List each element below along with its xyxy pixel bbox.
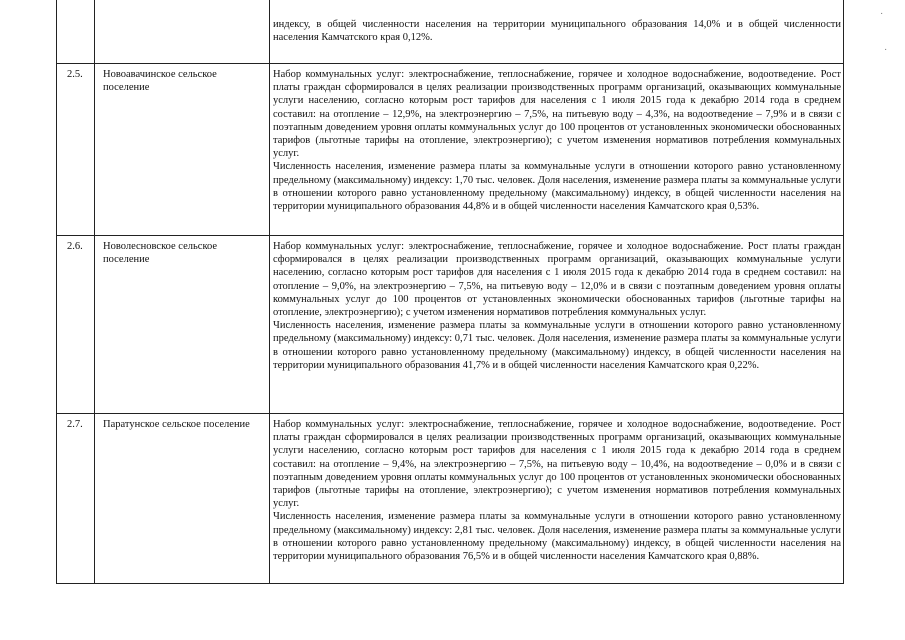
settlement-name: Паратунское сельское поселение [103,419,250,430]
description-text [273,418,841,563]
description-paragraph: Численность населения, изменение размера платы за коммунальные услуги в отношении которого равно установленному предельному (максимальному) индексу: 0,71 тыс. человек. Доля населения, изменение размера платы за коммунальные услуги в отношении которого равно установленному предельному (максимальному) индексу, в общей численности населения на территории муниципального образования 41,7% и в общей численности населения Камчатского края 0,22%. [273,320,841,371]
settlement-name: Новоавачинское сельское поселение [103,69,217,93]
scan-speck-mark: · [880,8,884,19]
table-row [57,236,843,414]
description-paragraph: Численность населения, изменение размера платы за коммунальные услуги в отношении которого равно установленному предельному (максимальному) индексу: 1,70 тыс. человек. Доля населения, изменение размера платы за коммунальные услуги в отношении которого равно установленному предельному (максимальному) индексу, в общей численности населения на территории муниципального образования 44,8% и в общей численности населения Камчатского края 0,53%. [273,161,841,213]
description-paragraph: Набор коммунальных услуг: электроснабжение, теплоснабжение, горячее и холодное водоснабжение, водоотведение. Рост платы граждан сформировался в целях реализации производственных программ организаций, оказывающих коммунальные услуги населению, согласно которым рост тарифов для населения с 1 июля 2015 года к декабрю 2014 года в среднем составил: на отопление – 12,9%, на электроэнергию – 7,5%, на питьевую воду – 4,3%, на водоотведение – 7,9% и в связи с поэтапным доведением уровня оплаты коммунальных услуг до 100 процентов от установленных экономически обоснованных тарифов (льготные тарифы на отопление, электроэнергию); с учетом изменения нормативов потребления коммунальных услуг. [273,69,841,160]
description-text [273,18,841,44]
description-paragraph: Набор коммунальных услуг: электроснабжение, теплоснабжение, горячее и холодное водоснабжение, водоотведение. Рост платы граждан сформировался в целях реализации производственных программ организаций, оказывающих коммунальные услуги населению, согласно которым рост тарифов для населения с 1 июля 2015 года к декабрю 2014 года в среднем составил: на отопление – 9,4%, на электроэнергию – 7,5%, на питьевую воду – 10,4%, на водоотведение – 0,0% и в связи с поэтапным доведением уровня оплаты коммунальных услуг до 100 процентов от установленных экономически обоснованных тарифов (льготные тарифы на отопление, электроэнергию); с учетом изменения нормативов потребления коммунальных услуг. [273,419,841,510]
row-number-cell [57,414,95,583]
settlement-name-cell [95,414,270,583]
settlement-name-cell [95,0,270,63]
table-row [57,414,843,584]
row-number-cell [57,0,95,63]
description-paragraph: Набор коммунальных услуг: электроснабжение, теплоснабжение, горячее и холодное водоснабжение. Рост платы граждан сформировался в целях реализации производственных программ организаций, оказывающих коммунальные услуги населению, согласно которым рост тарифов для населения с 1 июля 2015 года к декабрю 2014 года в среднем составил: на отопление – 9,0%, на электроэнергию – 7,5%, на питьевую воду – 12,0% и в связи с поэтапным доведением уровня оплаты коммунальных услуг до 100 процентов от установленных экономически обоснованных тарифов (льготные тарифы на отопление, электроэнергию); с учетом изменения нормативов потребления коммунальных услуг. [273,241,841,319]
row-number-cell [57,236,95,413]
row-number: 2.5. [67,69,83,80]
description-paragraph: индексу, в общей численности населения на территории муниципального образования 14,0% и в общей численности населения Камчатского края 0,12%. [273,19,841,44]
scan-speck-mark: · [884,44,888,55]
row-number: 2.6. [67,241,83,252]
description-paragraph: Численность населения, изменение размера платы за коммунальные услуги в отношении которого равно установленному предельному (максимальному) индексу: 2,81 тыс. человек. Доля населения, изменение размера платы за коммунальные услуги в отношении которого равно установленному предельному (максимальному) индексу, в общей численности населения на территории муниципального образования 76,5% и в общей численности населения Камчатского края 0,88%. [273,511,841,563]
table-row [57,64,843,236]
tariff-table [56,0,844,584]
description-text [273,240,841,372]
row-number-cell [57,64,95,235]
table-row [57,0,843,64]
settlement-name-cell [95,236,270,413]
row-number: 2.7. [67,419,83,430]
settlement-name: Новолесновское сельское поселение [103,241,218,265]
description-text [273,68,841,213]
settlement-name-cell [95,64,270,235]
